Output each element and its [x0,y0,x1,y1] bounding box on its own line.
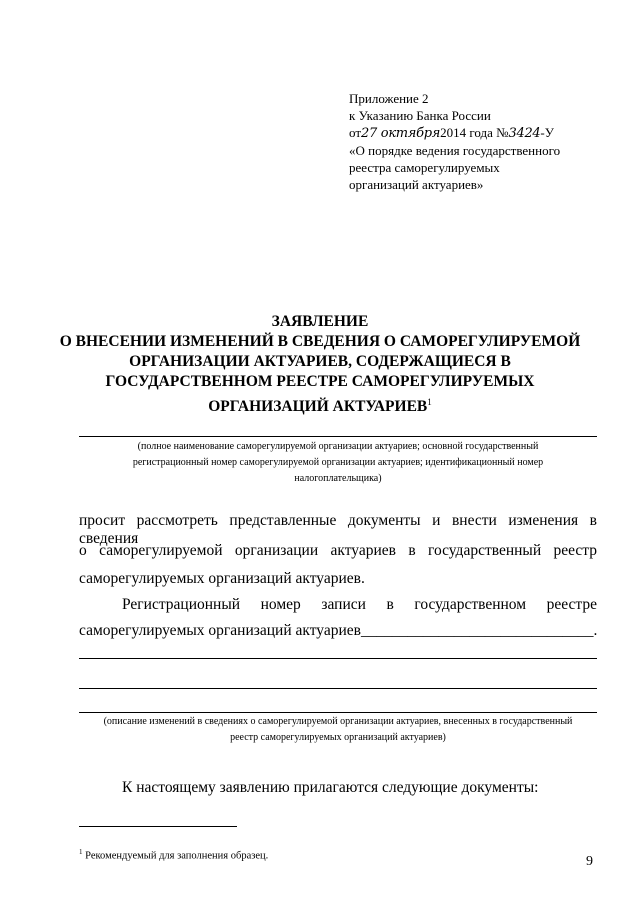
title-line-1: ЗАЯВЛЕНИЕ [271,313,369,330]
description-line-1 [79,658,597,659]
appendix-line-5: реестра саморегулируемых [349,160,500,175]
title-line-4: ГОСУДАРСТВЕННОМ РЕЕСТРЕ САМОРЕГУЛИРУЕМЫХ [105,373,535,390]
organization-name-caption [79,439,597,487]
paragraph-2-line-1: Регистрационный номер записи в государственном реестре [122,596,597,613]
organization-name-line [79,436,597,437]
footnote-separator [79,826,237,827]
appendix-line-4: «О порядке ведения государственного [349,143,561,158]
appendix-line-2: к Указанию Банка России [349,108,491,123]
appendix-line-6: организаций актуариев» [349,177,484,192]
number-suffix: -У [540,125,554,140]
description-line-3 [79,712,597,713]
paragraph-1-line-3: саморегулируемых организаций актуариев. [79,570,365,587]
caption1-line-2: регистрационный номер саморегулируемой организации актуариев; идентификационный номер [132,457,544,468]
paragraph-1-line-2: о саморегулируемой организации актуариев в государственный реестр [79,542,597,559]
footnote-mark: 1 [79,848,83,856]
description-line-2 [79,688,597,689]
paragraph-2-line-2: саморегулируемых организаций актуариев______________________________. [79,622,598,639]
page-number: 9 [586,854,593,869]
handwritten-date: 27 октября [361,126,441,141]
description-caption [60,714,616,746]
handwritten-number: 3424 [508,126,541,141]
title-line-2: О ВНЕСЕНИИ ИЗМЕНЕНИЙ В СВЕДЕНИЯ О САМОРЕГУЛИРУЕМОЙ [59,333,581,350]
appendix-block [349,90,560,193]
caption1-line-1: (полное наименование саморегулируемой организации актуариев; основной государственный [137,441,539,452]
caption2-line-1: (описание изменений в сведениях о саморегулируемой организации актуариев, внесенных в государственный [103,716,573,727]
footnote-text: Рекомендуемый для заполнения образец. [85,850,269,862]
footnote [79,848,268,862]
appendix-line-1: Приложение 2 [349,91,429,106]
title-line-5-text: ОРГАНИЗАЦИЙ АКТУАРИЕВ [208,398,428,416]
title-line-3: ОРГАНИЗАЦИИ АКТУАРИЕВ, СОДЕРЖАЩИЕСЯ В [129,353,511,370]
paragraph-1-line-1: просит рассмотреть представленные документы и внести изменения в сведения [79,512,597,547]
date-prefix: от [349,125,362,140]
attached-documents-text: К настоящему заявлению прилагаются следующие документы: [122,779,539,796]
title-line-5 [0,392,640,417]
caption2-line-2: реестр саморегулируемых организаций актуариев) [230,732,446,743]
caption1-line-3: налогоплательщика) [294,473,382,484]
appendix-date-line [349,124,560,142]
date-year: 2014 года № [440,125,509,140]
title-footnote-mark: 1 [427,397,432,407]
document-title [0,312,640,417]
